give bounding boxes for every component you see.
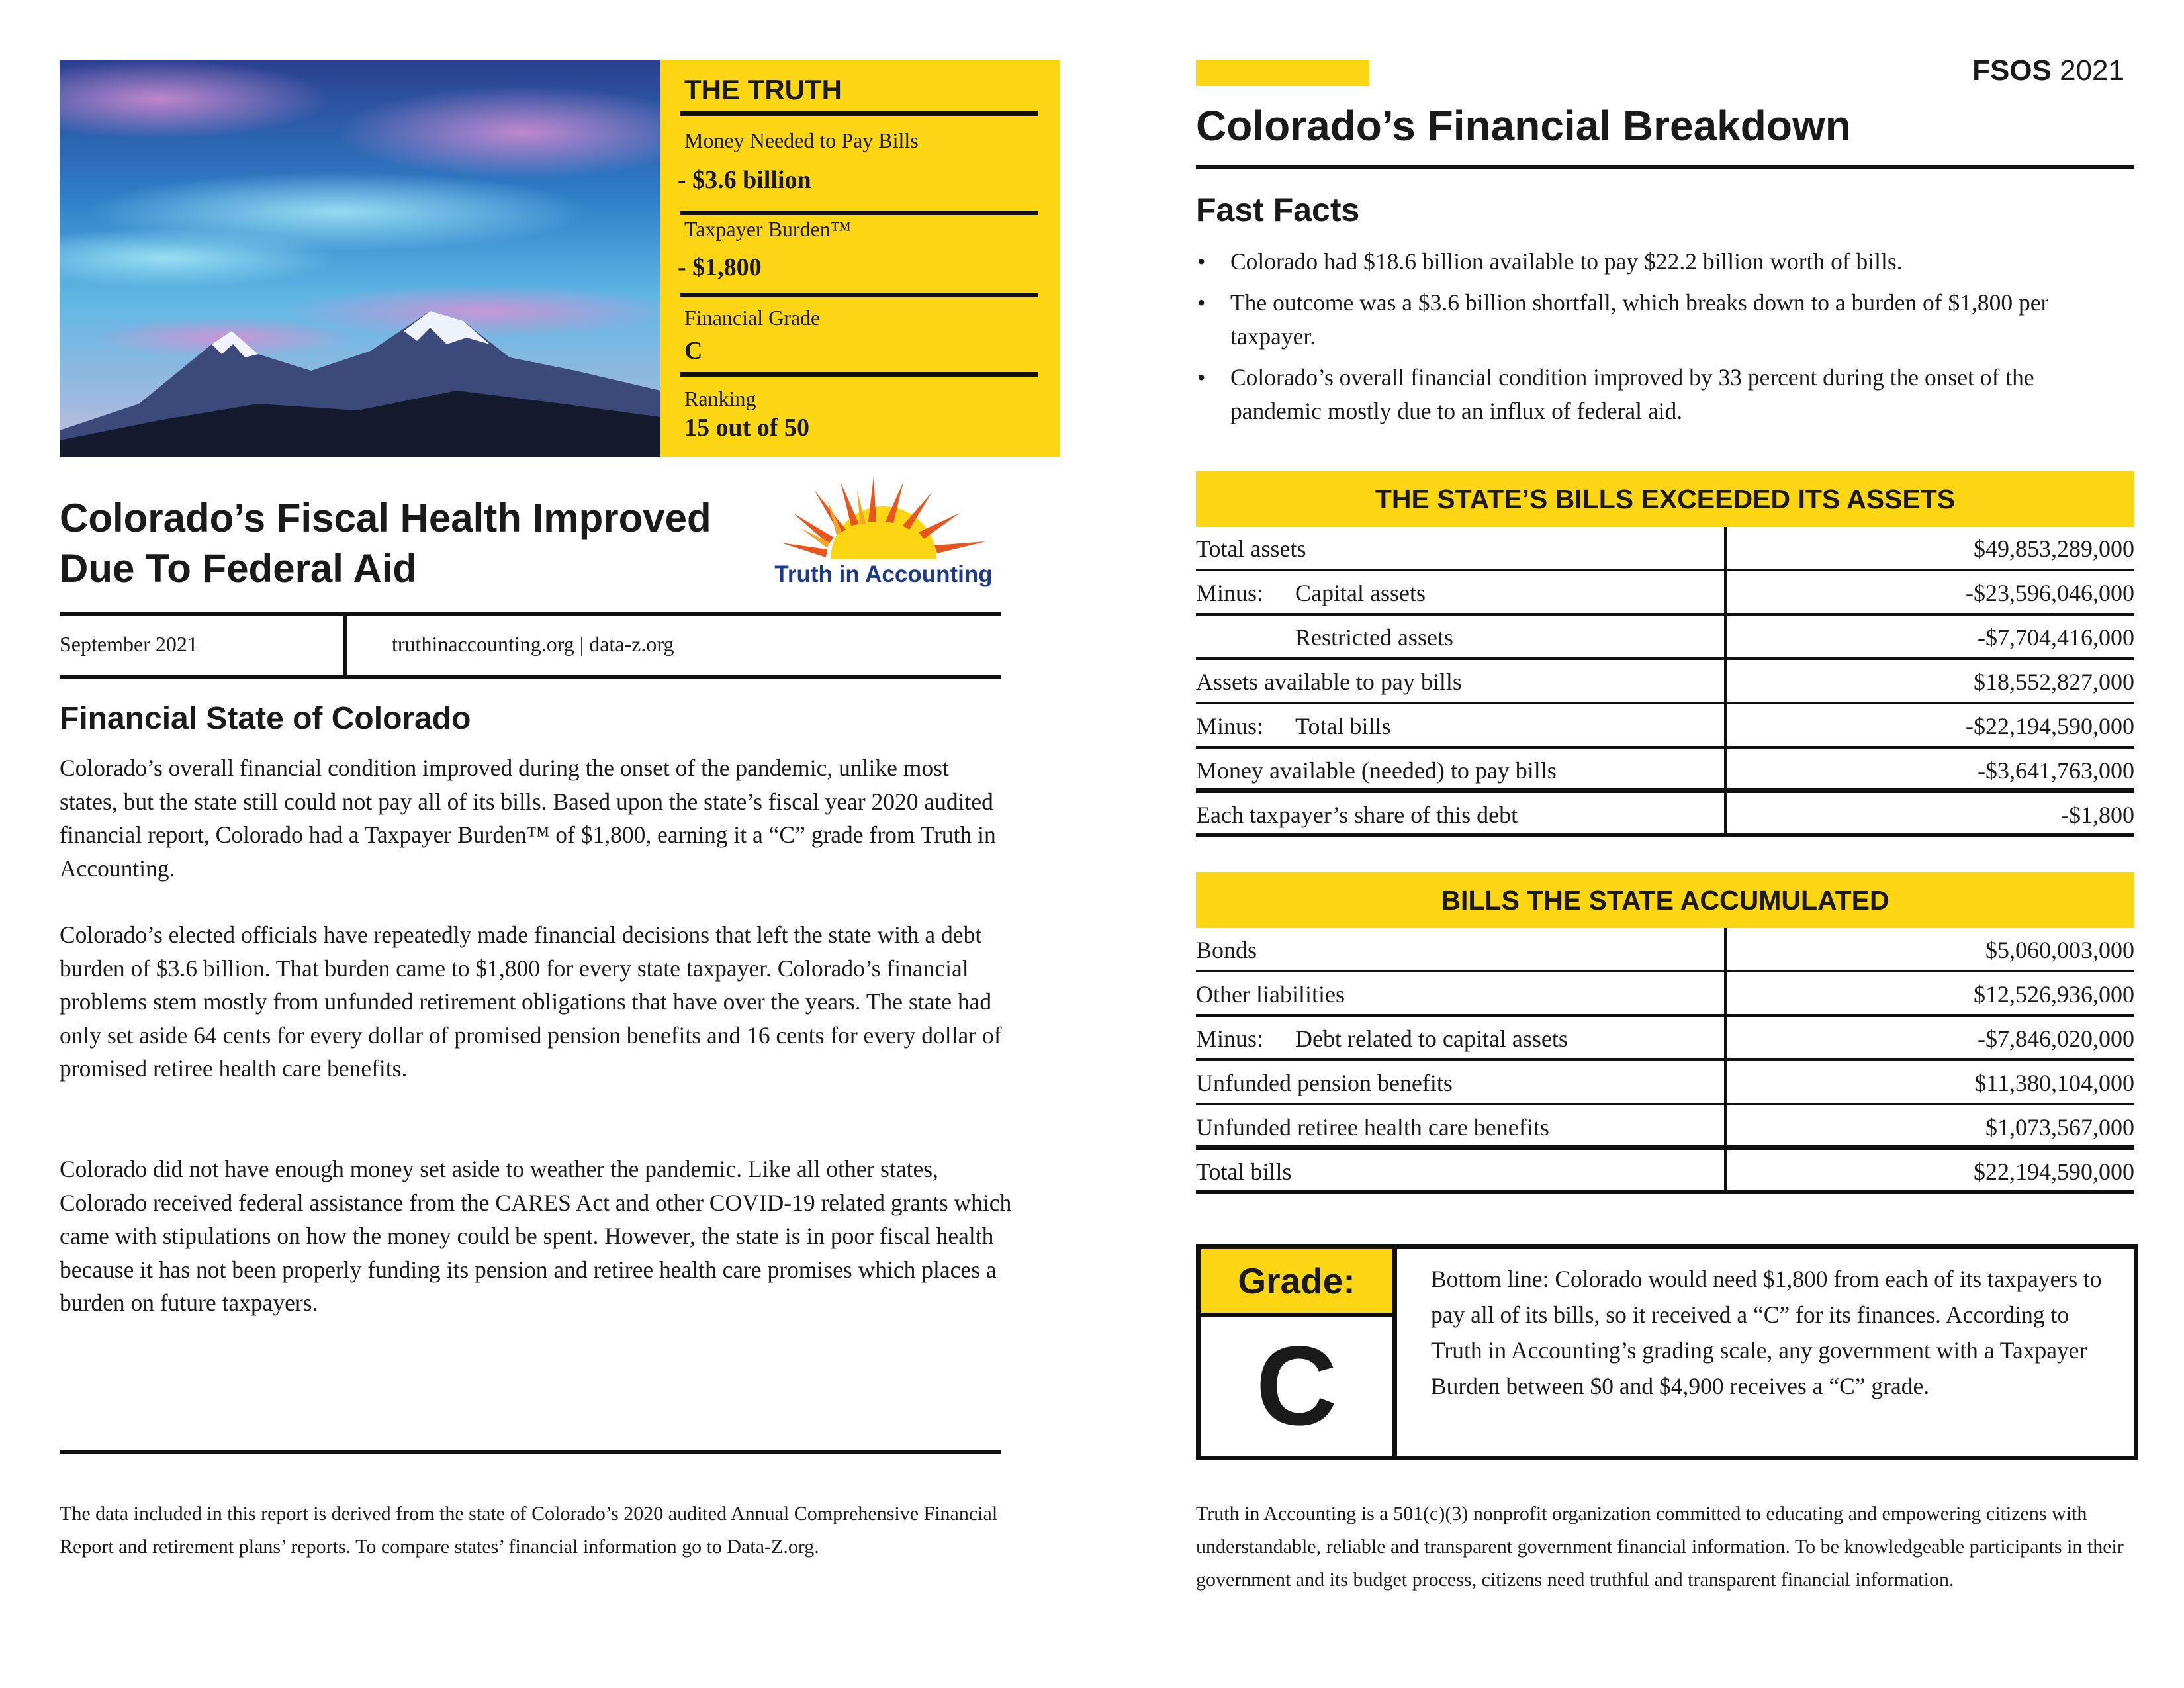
grade-box	[1196, 1244, 2138, 1460]
truth-rule	[680, 372, 1038, 377]
bills-table	[1196, 928, 2134, 1194]
row-label: Each taxpayer’s share of this debt	[1196, 802, 1518, 828]
row-prefix: Minus:	[1196, 1025, 1264, 1052]
grade-separator	[1392, 1249, 1397, 1456]
breakdown-title: Colorado’s Financial Breakdown	[1196, 102, 1851, 150]
column-separator	[1724, 660, 1727, 704]
fast-fact-item: • The outcome was a $3.6 billion shortfall, which breaks down to a burden of $1,800 per taxpayer.	[1196, 286, 2129, 353]
row-value: -$22,194,590,000	[1966, 713, 2134, 739]
fast-facts-heading: Fast Facts	[1196, 191, 1360, 228]
column-separator	[1724, 571, 1727, 616]
truth-rule	[680, 111, 1038, 116]
the-truth-heading: THE TRUTH	[684, 74, 842, 105]
row-label: Total bills	[1295, 713, 1391, 739]
column-separator	[1724, 1150, 1727, 1192]
table-row	[1196, 1150, 2134, 1194]
row-prefix: Minus:	[1196, 713, 1264, 739]
fsos-year: 2021	[2060, 54, 2124, 87]
mountain-photo	[60, 60, 660, 457]
grade-value: C	[1255, 1323, 1338, 1449]
table-row	[1196, 793, 2134, 837]
row-label: Money available (needed) to pay bills	[1196, 757, 1557, 784]
truth-rule	[680, 293, 1038, 297]
accent-bar	[1196, 60, 1369, 86]
row-value: -$1,800	[2061, 802, 2134, 828]
fast-facts-list	[1196, 245, 2129, 436]
table-row	[1196, 660, 2134, 704]
fast-fact-item: • Colorado had $18.6 billion available to pay $22.2 billion worth of bills.	[1196, 245, 2129, 279]
row-value: -$7,846,020,000	[1978, 1025, 2134, 1052]
row-label: Total assets	[1196, 536, 1306, 562]
bills-table-heading: BILLS THE STATE ACCUMULATED	[1196, 872, 2134, 928]
paragraph-3: Colorado did not have enough money set aside to weather the pandemic. Like all other states, Colorado received federal assistance from the CARES Act and other COVID-19 related grants which came with stipulations on how the money could be spent. However, the state is in poor fiscal health because it has not been properly funding its pension and retiree health care promises which places a burden on future taxpayers.	[60, 1156, 1012, 1316]
table-row	[1196, 616, 2134, 660]
column-separator	[1724, 749, 1727, 791]
table-row	[1196, 1061, 2134, 1105]
truth-money-value: - $3.6 billion	[678, 166, 811, 194]
divider	[60, 612, 1001, 616]
row-label: Bonds	[1196, 937, 1257, 963]
column-separator	[1724, 793, 1727, 835]
fast-fact-item: • Colorado’s overall financial condition improved by 33 percent during the onset of the pandemic mostly due to an influx of federal aid.	[1196, 361, 2129, 428]
truth-burden-label: Taxpayer Burden™	[684, 217, 852, 241]
row-label: Unfunded pension benefits	[1196, 1070, 1453, 1096]
row-value: -$3,641,763,000	[1978, 757, 2134, 784]
row-prefix: Minus:	[1196, 580, 1264, 606]
table-row	[1196, 704, 2134, 749]
website-links: truthinaccounting.org | data-z.org	[392, 632, 674, 656]
table-row	[1196, 1017, 2134, 1061]
divider	[1196, 165, 2134, 169]
paragraph-2: Colorado’s elected officials have repeatedly made financial decisions that left the state with a debt burden of $3.6 billion. That burden came to $1,800 for every state taxpayer. Colorado’s financial problems stem mostly from unfunded retirement obligations that have over the years. The state had only set aside 64 cents for every dollar of promised pension benefits and 16 cents for every dollar of promised retiree health care benefits.	[60, 921, 1002, 1082]
truth-burden-value: - $1,800	[678, 254, 762, 281]
column-separator	[1724, 1061, 1727, 1105]
title-line-1: Colorado’s Fiscal Health Improved	[60, 496, 711, 540]
column-separator	[1724, 928, 1727, 972]
truth-grade-label: Financial Grade	[684, 306, 821, 330]
table-row	[1196, 928, 2134, 972]
table-row	[1196, 527, 2134, 571]
row-value: $49,853,289,000	[1974, 536, 2134, 562]
table-row	[1196, 1105, 2134, 1150]
row-label: Debt related to capital assets	[1295, 1025, 1568, 1052]
row-value: $11,380,104,000	[1974, 1070, 2134, 1096]
column-separator	[1724, 1105, 1727, 1148]
fsos-label: FSOS	[1972, 54, 2052, 87]
assets-table-heading: THE STATE’S BILLS EXCEEDED ITS ASSETS	[1196, 471, 2134, 527]
row-value: -$7,704,416,000	[1978, 624, 2134, 651]
report-date: September 2021	[60, 632, 198, 656]
table-row	[1196, 571, 2134, 616]
row-value: $22,194,590,000	[1974, 1158, 2134, 1185]
paragraph-1: Colorado’s overall financial condition improved during the onset of the pandemic, unlike most states, but the state still could not pay all of its bills. Based upon the state’s fiscal year 2020 audited financial report, Colorado had a Taxpayer Burden™ of $1,800, earning it a “C” grade from Truth in Accounting.	[60, 755, 996, 882]
row-value: $5,060,003,000	[1985, 937, 2134, 963]
left-footnote: The data included in this report is derived from the state of Colorado’s 2020 audited Annual Comprehensive Financial Report and retirement plans’ reports. To compare states’ financial information go to Data-Z.org.	[60, 1503, 998, 1558]
column-separator	[1724, 704, 1727, 749]
truth-ranking-value: 15 out of 50	[684, 414, 809, 442]
title-line-2: Due To Federal Aid	[60, 546, 418, 590]
grade-label: Grade:	[1201, 1249, 1392, 1317]
row-label: Restricted assets	[1295, 624, 1453, 651]
hero-block	[60, 60, 1060, 457]
row-label: Total bills	[1196, 1158, 1292, 1185]
right-footnote: Truth in Accounting is a 501(c)(3) nonprofit organization committed to educating and empowering citizens with understandable, reliable and transparent government financial information. To be knowledgeable participants in their government and its budget process, citizens need truthful and transparent financial information.	[1196, 1503, 2124, 1591]
row-value: $12,526,936,000	[1974, 981, 2134, 1008]
column-separator	[1724, 527, 1727, 571]
truth-grade-value: C	[684, 337, 703, 365]
fsos-badge	[1972, 54, 2124, 87]
assets-table	[1196, 527, 2134, 837]
truth-rule	[680, 211, 1038, 215]
column-separator	[1724, 616, 1727, 660]
row-value: $1,073,567,000	[1985, 1114, 2134, 1141]
row-label: Unfunded retiree health care benefits	[1196, 1114, 1549, 1141]
truth-ranking-label: Ranking	[684, 387, 756, 410]
column-separator	[1724, 972, 1727, 1017]
meta-separator	[343, 612, 347, 675]
page-title	[60, 493, 774, 594]
column-separator	[1724, 1017, 1727, 1061]
section-heading: Financial State of Colorado	[60, 701, 471, 736]
bottom-line-text: Bottom line: Colorado would need $1,800 from each of its taxpayers to pay all of its bills, so it received a “C” for its finances. According to Truth in Accounting’s grading scale, any government with a Taxpayer Burden between $0 and $4,900 receives a “C” grade.	[1431, 1266, 2102, 1399]
table-row	[1196, 749, 2134, 793]
divider	[60, 1450, 1001, 1454]
row-value: -$23,596,046,000	[1966, 580, 2134, 606]
row-label: Assets available to pay bills	[1196, 669, 1462, 695]
table-row	[1196, 972, 2134, 1017]
divider	[60, 675, 1001, 679]
row-label: Capital assets	[1295, 580, 1426, 606]
logo-text: Truth in Accounting	[774, 561, 993, 587]
row-value: $18,552,827,000	[1974, 669, 2134, 695]
row-label: Other liabilities	[1196, 981, 1345, 1008]
truth-money-label: Money Needed to Pay Bills	[684, 128, 919, 152]
the-truth-panel	[660, 60, 1060, 457]
